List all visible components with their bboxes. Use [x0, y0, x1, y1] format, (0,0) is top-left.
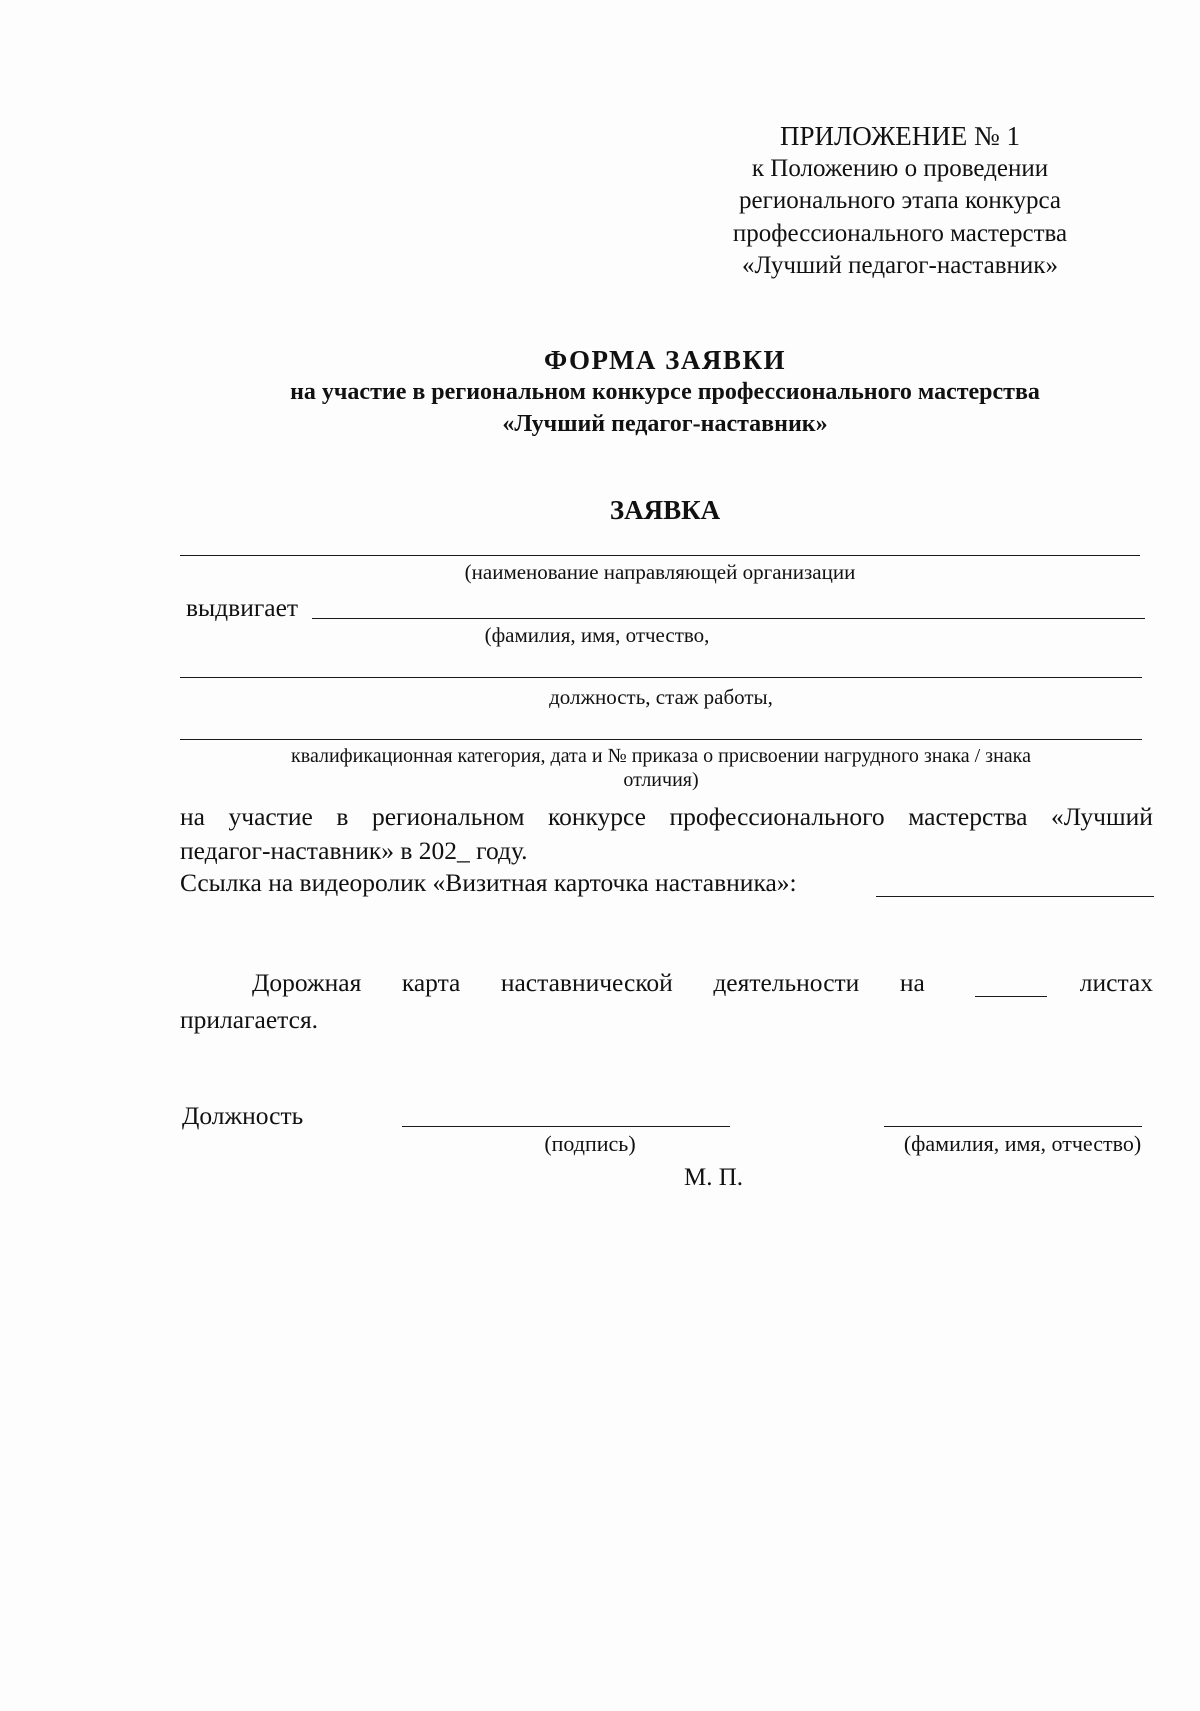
sheets-count-field-line[interactable] [975, 996, 1047, 997]
appendix-line: к Положению о проведении [751, 154, 1049, 182]
roadmap-word: на [899, 968, 925, 997]
fio-caption: (фамилия, имя, отчество, [484, 623, 710, 647]
stamp-placeholder: М. П. [684, 1164, 744, 1191]
video-link-field-line[interactable] [876, 896, 1154, 897]
category-caption-line: квалификационная категория, дата и № приказа о присвоении нагрудного знака / знака [291, 745, 1031, 767]
name-field-line[interactable] [884, 1126, 1142, 1127]
category-caption-line: отличия) [623, 769, 699, 791]
roadmap-line-2: прилагается. [180, 1005, 319, 1034]
category-field-line[interactable] [180, 739, 1142, 740]
participation-line-2: педагог-наставник» в 202_ году. [180, 836, 528, 865]
position-label: Должность [182, 1101, 304, 1130]
appendix-title: ПРИЛОЖЕНИЕ № 1 [779, 121, 1021, 151]
participation-word: на [180, 802, 205, 831]
form-subtitle: «Лучший педагог-наставник» [502, 411, 828, 437]
position-caption: должность, стаж работы, [549, 685, 773, 709]
appendix-line: профессионального мастерства [732, 219, 1068, 247]
signature-field-line[interactable] [402, 1126, 730, 1127]
form-header [150, 344, 1180, 440]
roadmap-line-1 [180, 968, 1153, 998]
appendix-line: регионального этапа конкурса [738, 187, 1062, 214]
appendix-block [690, 120, 1110, 283]
name-caption: (фамилия, имя, отчество) [903, 1131, 1142, 1156]
roadmap-word: наставнической [500, 968, 673, 997]
participation-word: конкурсе [547, 802, 646, 831]
participation-word: участие [228, 802, 313, 831]
organization-caption: (наименование направляющей организации [464, 560, 856, 584]
participation-word: региональном [371, 802, 525, 831]
category-caption [180, 744, 1142, 792]
participation-word: профессионального [669, 802, 885, 831]
form-title: ФОРМА ЗАЯВКИ [543, 345, 787, 375]
application-heading: ЗАЯВКА [609, 495, 721, 525]
roadmap-word: листах [1079, 968, 1153, 997]
participation-word: «Лучший [1051, 802, 1153, 831]
video-link-label: Ссылка на видеоролик «Визитная карточка наставника»: [180, 868, 797, 897]
organization-field-line[interactable] [180, 555, 1140, 556]
participation-word: мастерства [908, 802, 1028, 831]
participation-line-1 [180, 802, 1153, 832]
roadmap-word: деятельности [713, 968, 860, 997]
roadmap-word: Дорожная [252, 968, 362, 997]
signature-caption: (подпись) [544, 1131, 636, 1156]
form-subtitle: на участие в региональном конкурсе профессионального мастерства [290, 379, 1040, 405]
nominee-field-line[interactable] [312, 618, 1145, 619]
appendix-line: «Лучший педагог-наставник» [742, 252, 1058, 279]
participation-word: в [336, 802, 349, 831]
roadmap-word: карта [401, 968, 461, 997]
nominates-label: выдвигает [186, 593, 299, 622]
position-field-line[interactable] [180, 677, 1142, 678]
